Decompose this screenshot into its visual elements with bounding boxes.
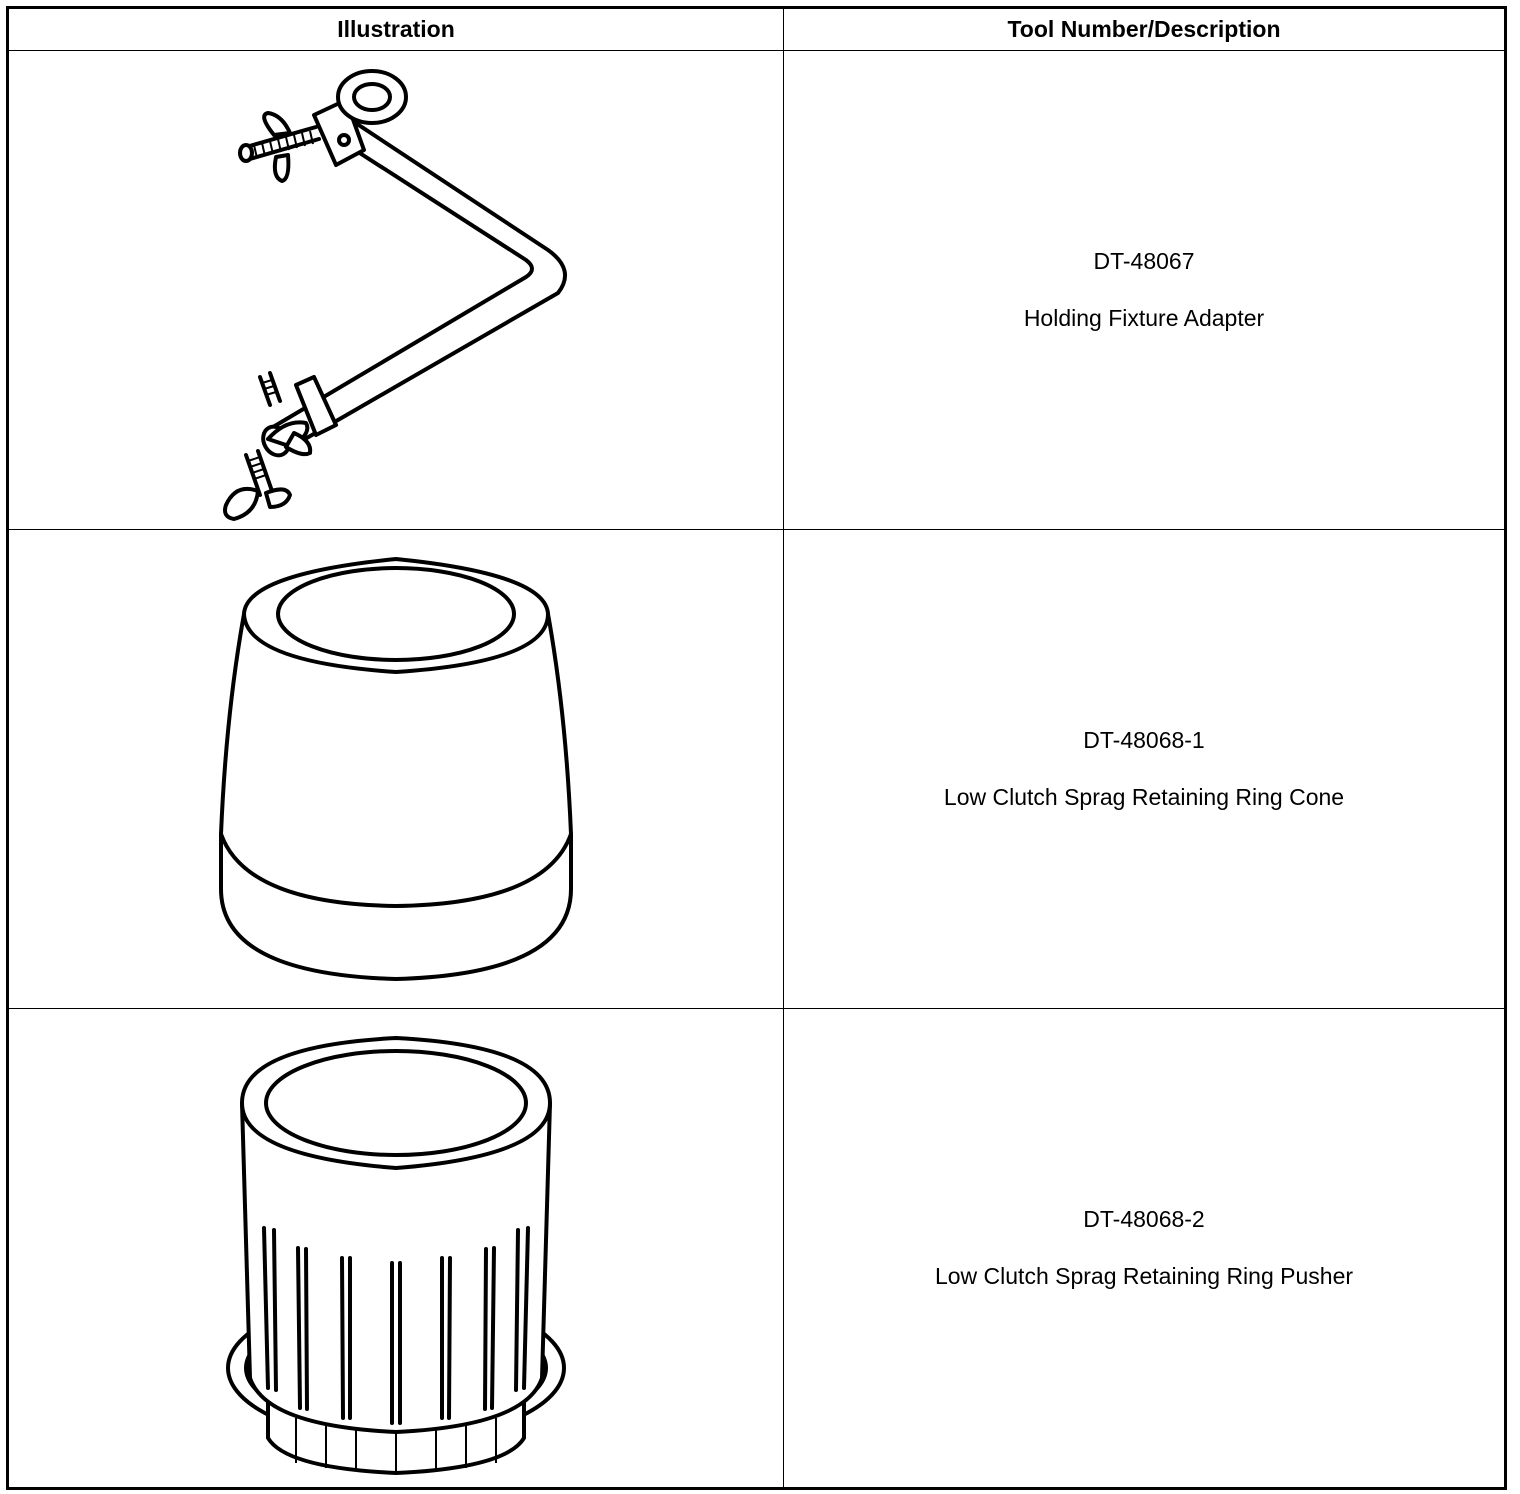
tool-description: Low Clutch Sprag Retaining Ring Cone xyxy=(943,784,1345,810)
header-tool-number-description: Tool Number/Description xyxy=(784,8,1506,51)
table-row xyxy=(8,530,1506,1009)
retaining-ring-pusher-illustration xyxy=(206,1018,586,1478)
tool-description-cell xyxy=(784,51,1506,530)
tool-description: Holding Fixture Adapter xyxy=(1023,305,1265,331)
table-row xyxy=(8,51,1506,530)
header-illustration: Illustration xyxy=(8,8,784,51)
tool-description-cell xyxy=(784,1009,1506,1489)
holding-fixture-adapter-illustration xyxy=(186,55,606,525)
illustration-cell xyxy=(8,51,784,530)
special-tools-table xyxy=(6,6,1507,1490)
tool-number: DT-48068-2 xyxy=(1083,1206,1205,1232)
header-row xyxy=(8,8,1506,51)
retaining-ring-cone-illustration xyxy=(206,544,586,994)
illustration-cell xyxy=(8,1009,784,1489)
tool-number: DT-48067 xyxy=(1093,248,1195,274)
tool-description-cell xyxy=(784,530,1506,1009)
tool-description: Low Clutch Sprag Retaining Ring Pusher xyxy=(934,1263,1354,1289)
tool-number: DT-48068-1 xyxy=(1083,727,1205,753)
illustration-cell xyxy=(8,530,784,1009)
table-row xyxy=(8,1009,1506,1489)
